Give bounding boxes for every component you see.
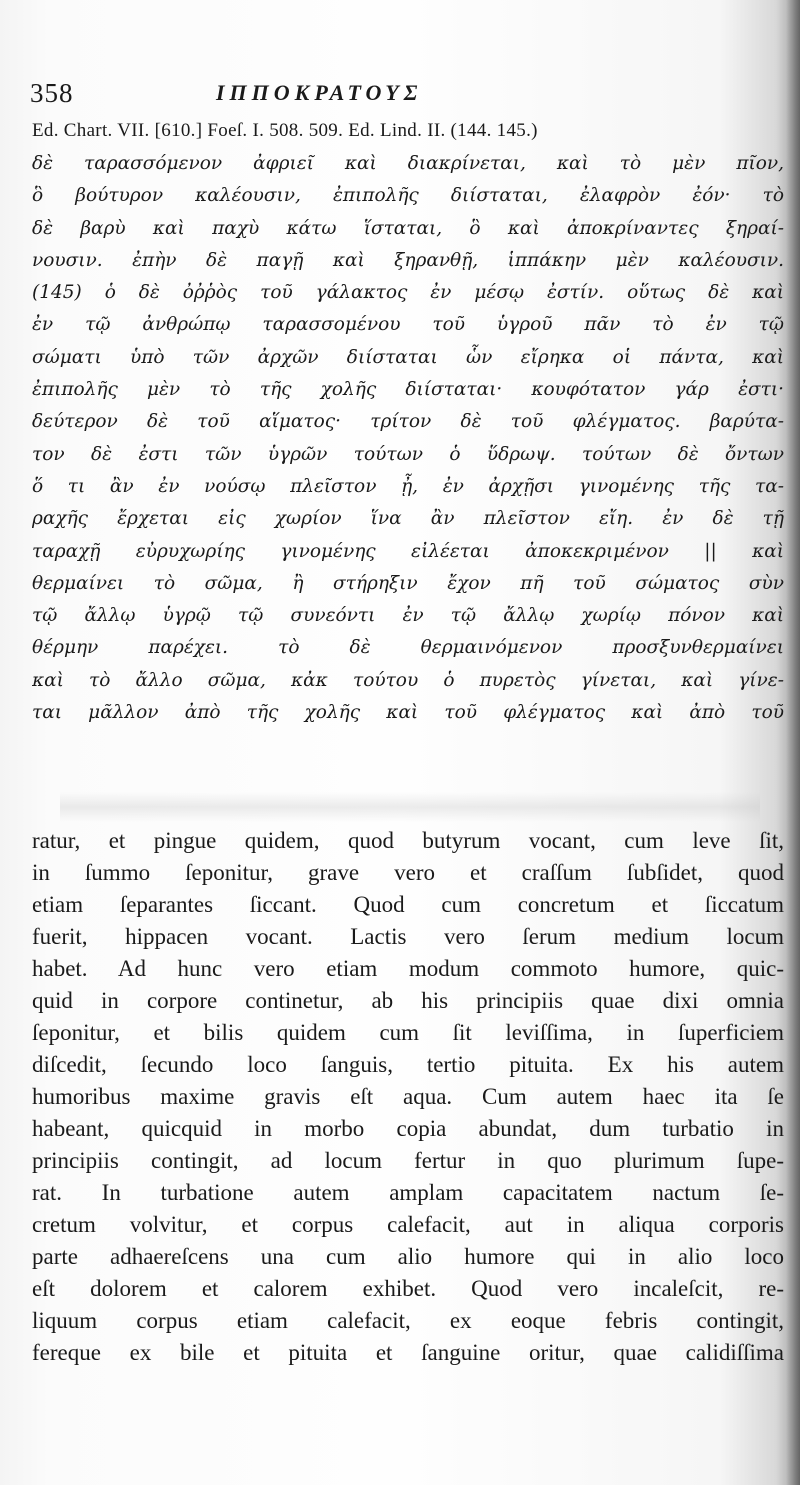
greek-line: τον δὲ ἐστι τῶν ὑγρῶν τούτων ὁ ὕδρωψ. τούτων δὲ ὄντων [32, 443, 784, 465]
greek-line: τῷ ἄλλῳ ὑγρῷ τῷ συνεόντι ἐν τῷ ἄλλῳ χωρίῳ πόνον καὶ [32, 605, 784, 627]
latin-line: habeant, quicquid in morbo copia abundat, dum turbatio in [32, 1116, 784, 1141]
latin-line: ſeponitur, et bilis quidem cum ſit leviſſima, in ſuperficiem [32, 1020, 784, 1045]
bleed-through-shadow [60, 792, 760, 822]
latin-line: humoribus maxime gravis eſt aqua. Cum autem haec ita ſe [32, 1084, 784, 1109]
greek-line: ὅ τι ἂν ἐν νούσῳ πλεῖστον ᾖ, ἐν ἀρχῇσι γινομένης τῆς τα- [32, 475, 784, 497]
page-number: 358 [30, 78, 74, 108]
edition-reference-line: Ed. Chart. VII. [610.] Foeſ. I. 508. 509. Ed. Lind. II. (144. 145.) [32, 120, 538, 141]
latin-line: rat. In turbatione autem amplam capacitatem nactum ſe- [32, 1180, 784, 1205]
greek-line: θερμαίνει τὸ σῶμα, ἢ στήρηξιν ἔχον πῆ τοῦ σώματος σὺν [32, 572, 784, 594]
greek-line: ταραχῇ εὐρυχωρίης γινομένης εἰλέεται ἀποκεκριμένον || καὶ [32, 540, 784, 562]
greek-line: ται μᾶλλον ἀπὸ τῆς χολῆς καὶ τοῦ φλέγματος καὶ ἀπὸ τοῦ [32, 702, 784, 724]
latin-line: eſt dolorem et calorem exhibet. Quod vero incaleſcit, re- [32, 1276, 784, 1301]
latin-line: in ſummo ſeponitur, grave vero et craſſum ſubſidet, quod [32, 860, 784, 885]
latin-line: diſcedit, ſecundo loco ſanguis, tertio pituita. Ex his autem [32, 1052, 784, 1077]
greek-line: σώματι ὑπὸ τῶν ἀρχῶν διίσταται ὧν εἴρηκα οἱ πάντα, καὶ [32, 346, 784, 368]
latin-line: habet. Ad hunc vero etiam modum commoto humore, quic- [32, 956, 784, 981]
greek-line: ὃ βούτυρον καλέουσιν, ἐπιπολῆς διίσταται, ἐλαφρὸν ἐόν· τὸ [32, 185, 784, 207]
greek-line: δὲ ταρασσόμενον ἀφριεῖ καὶ διακρίνεται, καὶ τὸ μὲν πῖον, [32, 153, 784, 174]
greek-line: ραχῆς ἔρχεται εἰς χωρίον ἵνα ἂν πλεῖστον εἴη. ἐν δὲ τῇ [32, 508, 784, 530]
latin-line: cretum volvitur, et corpus calefacit, aut in aliqua corporis [32, 1212, 784, 1237]
greek-line: θέρμην παρέχει. τὸ δὲ θερμαινόμενον προσξυνθερμαίνει [32, 637, 784, 659]
latin-line: principiis contingit, ad locum fertur in quo plurimum ſupe- [32, 1148, 784, 1173]
latin-line: fuerit, hippacen vocant. Lactis vero ſerum medium locum [32, 924, 784, 949]
greek-line: καὶ τὸ ἄλλο σῶμα, κἀκ τούτου ὁ πυρετὸς γίνεται, καὶ γίνε- [32, 669, 784, 691]
running-head: ΙΠΠΟΚΡΑΤΟΥΣ [216, 80, 423, 105]
greek-line: (145) ὁ δὲ ὀῤῥὸς τοῦ γάλακτος ἐν μέσῳ ἐστίν. οὕτως δὲ καὶ [32, 282, 784, 304]
latin-line: quid in corpore continetur, ab his principiis quae dixi omnia [32, 988, 784, 1013]
greek-text-block [32, 148, 784, 729]
latin-line: ratur, et pingue quidem, quod butyrum vocant, cum leve ſit, [32, 828, 784, 853]
page-header [30, 78, 782, 112]
latin-line: parte adhaereſcens una cum alio humore qui in alio loco [32, 1244, 784, 1269]
greek-line: ἐν τῷ ἀνθρώπῳ ταρασσομένου τοῦ ὑγροῦ πᾶν τὸ ἐν τῷ [32, 314, 784, 336]
greek-line: δὲ βαρὺ καὶ παχὺ κάτω ἵσταται, ὃ καὶ ἀποκρίναντες ξηραί- [32, 217, 784, 239]
latin-line: liquum corpus etiam calefacit, ex eoque febris contingit, [32, 1308, 784, 1333]
greek-line: νουσιν. ἐπὴν δὲ παγῇ καὶ ξηρανθῇ, ἱππάκην μὲν καλέουσιν. [32, 249, 784, 271]
greek-line: ἐπιπολῆς μὲν τὸ τῆς χολῆς διίσταται· κουφότατον γάρ ἐστι· [32, 379, 784, 401]
latin-line: etiam ſeparantes ſiccant. Quod cum concretum et ſiccatum [32, 892, 784, 917]
latin-text-block [32, 825, 784, 1369]
latin-line: fereque ex bile et pituita et ſanguine oritur, quae calidiſſima [32, 1340, 784, 1365]
greek-line: δεύτερον δὲ τοῦ αἵματος· τρίτον δὲ τοῦ φλέγματος. βαρύτα- [32, 411, 784, 433]
page-edge-shadow [786, 0, 800, 1485]
